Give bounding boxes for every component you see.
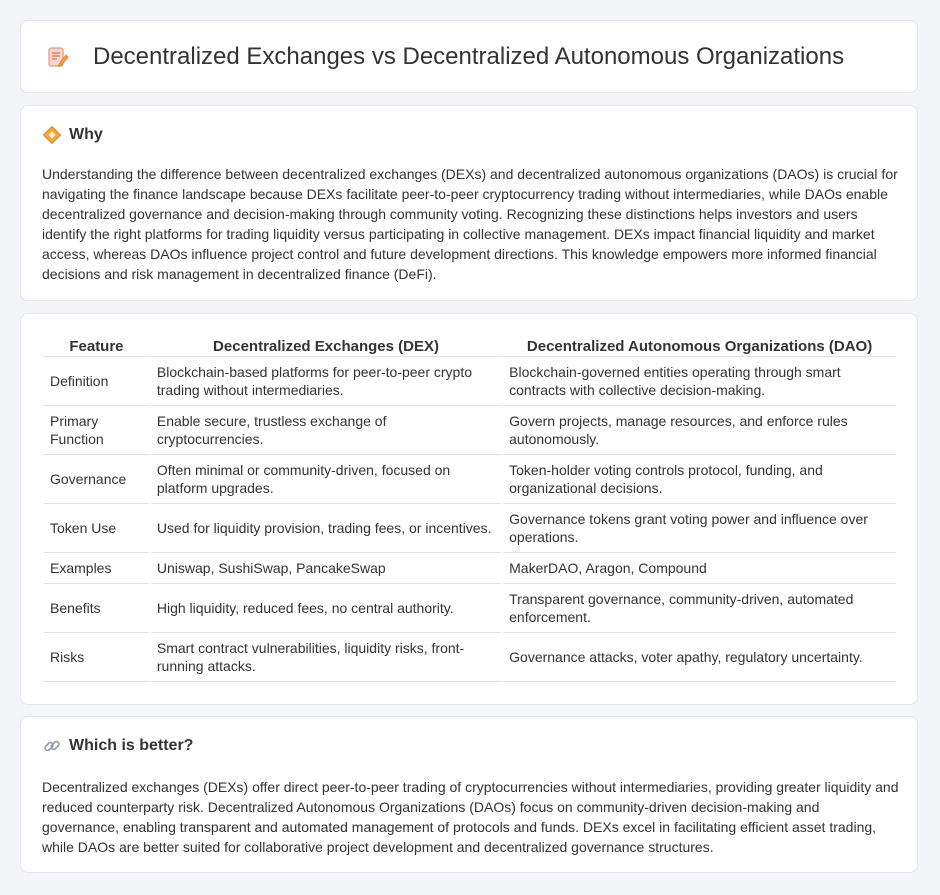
- header-feature: Feature: [44, 336, 149, 357]
- table-header-row: [44, 336, 896, 357]
- why-header: [43, 126, 103, 144]
- better-header: [43, 737, 193, 755]
- dex-cell: Uniswap, SushiSwap, PancakeSwap: [151, 553, 501, 584]
- dex-cell: High liquidity, reduced fees, no central authority.: [151, 584, 501, 633]
- document-edit-icon: [47, 45, 69, 69]
- header-dao: Decentralized Autonomous Organizations (DAO): [503, 336, 896, 357]
- comparison-table: [42, 336, 898, 682]
- dex-cell: Blockchain-based platforms for peer-to-peer crypto trading without intermediaries.: [151, 357, 501, 406]
- feature-cell: Definition: [44, 357, 149, 406]
- dex-cell: Often minimal or community-driven, focused on platform upgrades.: [151, 455, 501, 504]
- dex-cell: Used for liquidity provision, trading fees, or incentives.: [151, 504, 501, 553]
- better-heading: Which is better?: [69, 737, 194, 754]
- dao-cell: MakerDAO, Aragon, Compound: [503, 553, 896, 584]
- feature-cell: Token Use: [44, 504, 149, 553]
- link-icon: [43, 737, 61, 755]
- dao-cell: Transparent governance, community-driven, automated enforcement.: [503, 584, 896, 633]
- dao-cell: Govern projects, manage resources, and enforce rules autonomously.: [503, 406, 896, 455]
- table-row: [44, 553, 896, 584]
- dao-cell: Blockchain-governed entities operating through smart contracts with collective decision-making.: [503, 357, 896, 406]
- which-is-better-section: [20, 716, 918, 873]
- table-row: [44, 633, 896, 682]
- dao-cell: Token-holder voting controls protocol, funding, and organizational decisions.: [503, 455, 896, 504]
- feature-cell: Benefits: [44, 584, 149, 633]
- comparison-table-card: [20, 313, 918, 705]
- page-title: Decentralized Exchanges vs Decentralized Autonomous Organizations: [93, 43, 845, 70]
- feature-cell: Risks: [44, 633, 149, 682]
- table-row: [44, 504, 896, 553]
- feature-cell: Examples: [44, 553, 149, 584]
- title-card: [20, 20, 918, 93]
- better-text: Decentralized exchanges (DEXs) offer direct peer-to-peer trading of cryptocurrencies without intermediaries, providing greater liquidity and reduced counterparty risk. Decentralized Autonomous Organizations (DAOs) focus on community-driven decision-making and governance, enabling transparent and automated management of protocols and funds. DEXs excel in facilitating efficient asset trading, while DAOs are better suited for collaborative project development and decentralized governance structures.: [42, 779, 899, 855]
- table-row: [44, 455, 896, 504]
- dao-cell: Governance attacks, voter apathy, regulatory uncertainty.: [503, 633, 896, 682]
- table-row: [44, 357, 896, 406]
- why-section: [20, 105, 918, 301]
- why-text: Understanding the difference between decentralized exchanges (DEXs) and decentralized autonomous organizations (DAOs) is crucial for navigating the finance landscape because DEXs facilitate peer-to-peer cryptocurrency trading without intermediaries, while DAOs enable decentralized governance and decision-making through community voting. Recognizing these distinctions helps investors and users identify the right platforms for trading liquidity versus participating in collective management. DEXs impact financial liquidity and market access, whereas DAOs influence project control and future development directions. This knowledge empowers more informed financial decisions and risk management in decentralized finance (DeFi).: [42, 166, 898, 282]
- dao-cell: Governance tokens grant voting power and influence over operations.: [503, 504, 896, 553]
- table-row: [44, 584, 896, 633]
- feature-cell: Governance: [44, 455, 149, 504]
- feature-cell: Primary Function: [44, 406, 149, 455]
- dex-cell: Smart contract vulnerabilities, liquidity risks, front-running attacks.: [151, 633, 501, 682]
- why-heading: Why: [69, 126, 103, 143]
- header-dex: Decentralized Exchanges (DEX): [151, 336, 501, 357]
- diamond-sign-icon: [43, 126, 61, 144]
- table-row: [44, 406, 896, 455]
- dex-cell: Enable secure, trustless exchange of cryptocurrencies.: [151, 406, 501, 455]
